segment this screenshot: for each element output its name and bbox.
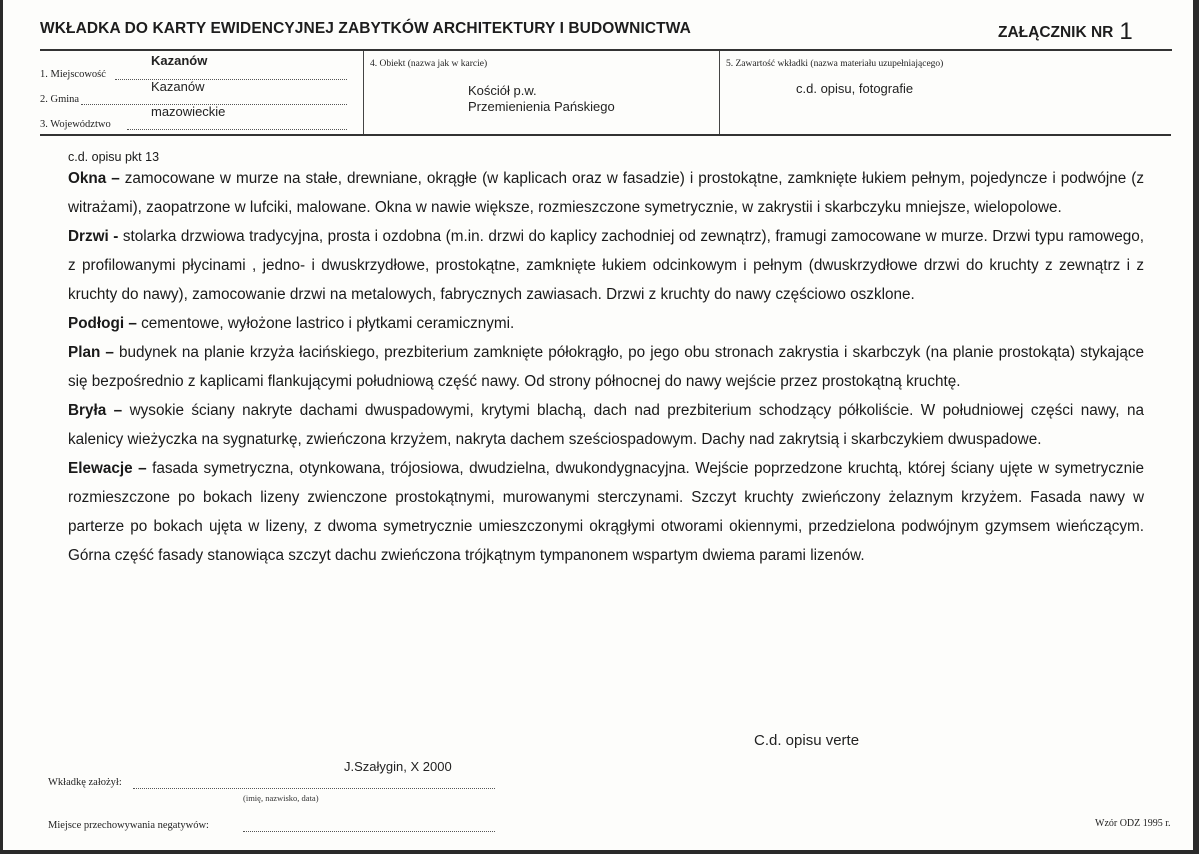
description-body [68, 150, 1144, 570]
object-name-line-1: Kościół p.w. [468, 83, 537, 98]
section-text: fasada symetryczna, otynkowana, trójosiowa, dwudzielna, dwukondygnacyjna. Wejście poprzedzone kruchtą, której ściany ujęte w symetrycznie rozmieszczone po bokach lizeny zwienczone prostokątnymi, murowanymi sterczynami. Szczyt kruchty zwieńczony żelaznym krzyżem. Fasada nawy w parterze po bokach ujęta w lizeny, z dwoma symetrycznie umieszczonymi okrągłymi otworami okiennymi, przedzielona podwójnym gzymsem wieńczącym. Górna część fasady stanowiąca szczyt dachu zwieńczona trójkątnym tympanonem wspartym dwiema parami lizenów. [68, 460, 1144, 564]
locality-label: 1. Miejscowość [40, 69, 106, 80]
author-value: J.Szałygin, X 2000 [344, 759, 452, 774]
contents-caption: 5. Zawartość wkładki (nazwa materiału uzupełniającego) [726, 59, 944, 69]
section-drzwi [68, 222, 1144, 309]
voivodeship-dotted-line [127, 129, 347, 130]
negatives-dotted-line [243, 831, 495, 832]
commune-label: 2. Gmina [40, 94, 80, 105]
form-page [3, 0, 1193, 850]
voivodeship-label: 3. Województwo [40, 119, 111, 130]
continued-note: C.d. opisu verte [754, 732, 860, 749]
author-hint: (imię, nazwisko, data) [243, 793, 319, 803]
annex-number: 1 [1119, 18, 1133, 45]
section-term: Plan [68, 344, 101, 361]
section-term: Drzwi [68, 228, 109, 245]
section-elewacje [68, 454, 1144, 570]
header-bottom-rule [40, 134, 1171, 136]
section-podlogi [68, 309, 1144, 338]
section-okna [68, 164, 1144, 222]
commune-value: Kazanów [151, 79, 205, 94]
form-title: WKŁADKA DO KARTY EWIDENCYJNEJ ZABYTKÓW ARCHITEKTURY I BUDOWNICTWA [40, 20, 691, 37]
author-label: Wkładkę założył: [48, 777, 122, 788]
annex-label [998, 16, 1133, 44]
column-divider-1 [363, 51, 364, 134]
voivodeship-value: mazowieckie [151, 104, 226, 119]
negatives-label: Miejsce przechowywania negatywów: [48, 820, 209, 831]
contents-value: c.d. opisu, fotografie [796, 81, 914, 96]
author-dotted-line [133, 788, 495, 789]
column-divider-2 [719, 51, 720, 134]
annex-label-text: ZAŁĄCZNIK NR [998, 24, 1114, 41]
section-separator: – [132, 460, 153, 477]
locality-value: Kazanów [151, 53, 208, 68]
header-top-rule [40, 49, 1172, 51]
section-term: Bryła [68, 402, 107, 419]
section-separator: – [106, 170, 125, 187]
section-text: budynek na planie krzyża łacińskiego, prezbiterium zamknięte półokrągło, po jego obu stronach zakrystia i skarbczyk (na planie prostokąta) stykające się bezpośrednio z kaplicami flankującymi południową część nawy. Od strony północnej do nawy wejście przez prostokątną kruchtę. [68, 344, 1144, 390]
section-text: wysokie ściany nakryte dachami dwuspadowymi, krytymi blachą, dach nad prezbiterium schodzący półkoliście. W południowej części nawy, na kalenicy wieżyczka na sygnaturkę, zwieńczona krzyżem, nakryta dachem sześciospadowym. Dachy nad zakrytsią i skarbczykiem dwuspadowe. [68, 402, 1144, 448]
section-bryla [68, 396, 1144, 454]
section-text: stolarka drzwiowa tradycyjna, prosta i ozdobna (m.in. drzwi do kaplicy zachodniej od zewnątrz), framugi zamocowane w murze. Drzwi typu ramowego, z profilowanymi płycinami , jedno- i dwuskrzydłowe, prostokątne, zamknięte łukiem odcinkowym i pełnym (dwuskrzydłowe drzwi do kruchty z zewnątrz i z kruchty do nawy), zamocowanie drzwi na metalowych, fabrycznych zawiasach. Drzwi z kruchty do nawy częściowo oszklone. [68, 228, 1144, 303]
object-name-line-2: Przemienienia Pańskiego [468, 99, 615, 114]
section-term: Podłogi [68, 315, 125, 332]
section-term: Elewacje [68, 460, 133, 477]
section-text: cementowe, wyłożone lastrico i płytkami ceramicznymi. [141, 315, 515, 332]
locality-dotted-line [115, 79, 347, 80]
object-caption: 4. Obiekt (nazwa jak w karcie) [370, 59, 488, 69]
section-term: Okna [68, 170, 107, 187]
section-text: zamocowane w murze na stałe, drewniane, okrągłe (w kaplicach oraz w fasadzie) i prostokątne, zamknięte łukiem pełnym, pojedyncze i podwójne (z witrażami), zaopatrzone w lufciki, malowane. Okna w nawie większe, rozmieszczone symetrycznie, w zakrystii i skarbczyku mniejsze, wielopolowe. [68, 170, 1144, 216]
section-separator: – [124, 315, 142, 332]
description-subheading: c.d. opisu pkt 13 [68, 150, 160, 164]
section-separator: - [108, 228, 123, 245]
section-separator: – [106, 402, 130, 419]
section-separator: – [100, 344, 119, 361]
form-pattern-note: Wzór ODZ 1995 r. [1095, 818, 1171, 829]
section-plan [68, 338, 1144, 396]
